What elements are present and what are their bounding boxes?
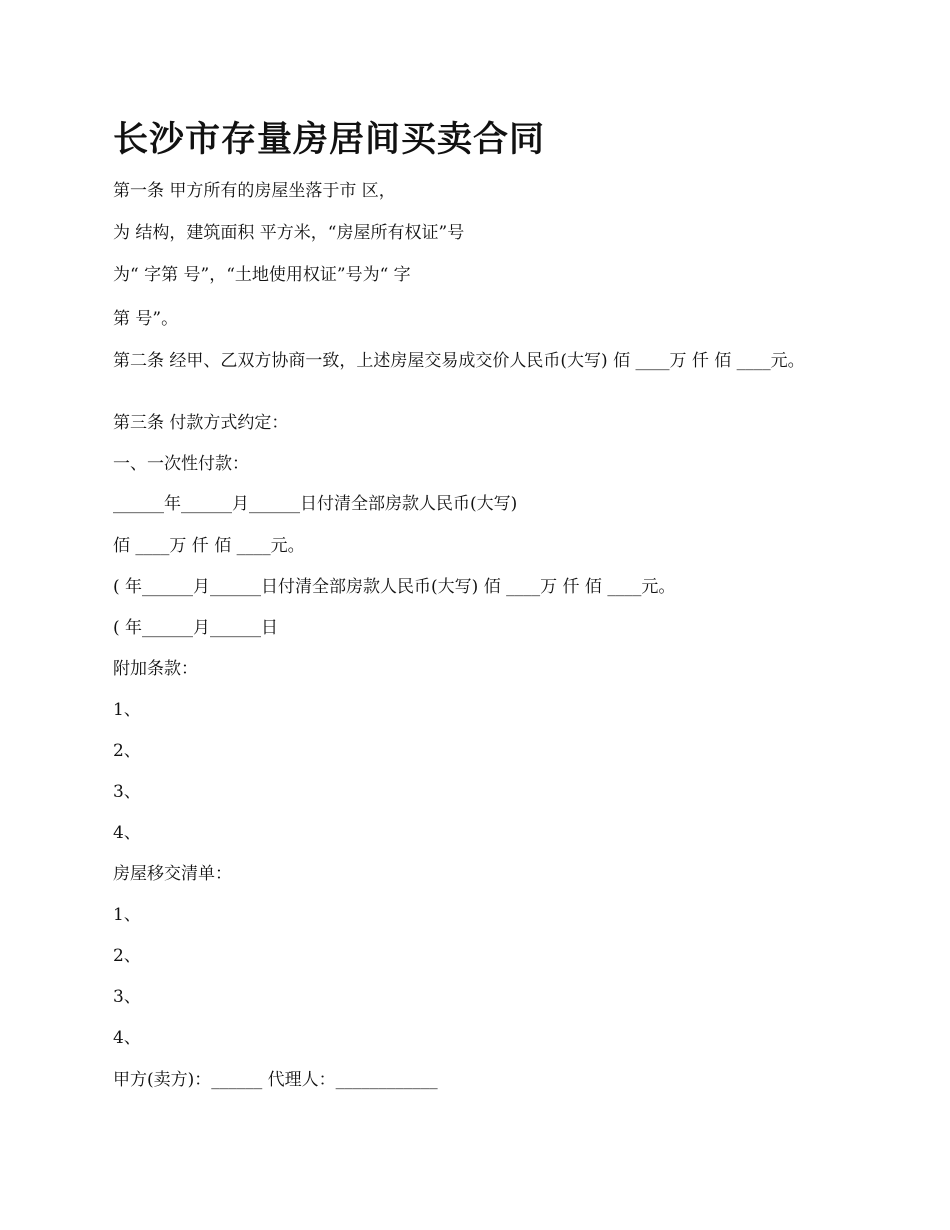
seller-signature-line: 甲方(卖方)：______ 代理人：____________ xyxy=(113,1070,438,1090)
payment-amount-line: 佰 ____万 仟 佰 ____元。 xyxy=(113,536,305,556)
additional-term-1: 1、 xyxy=(113,700,141,720)
handover-item-3: 3、 xyxy=(113,987,141,1007)
additional-term-2: 2、 xyxy=(113,741,141,761)
clause-1-end: 第 号”。 xyxy=(113,309,179,329)
additional-terms-heading: 附加条款： xyxy=(113,659,198,679)
payment-lump-sum-heading: 一、一次性付款： xyxy=(113,454,249,474)
clause-1-structure: 为 结构，建筑面积 平方米，“房屋所有权证”号 xyxy=(113,223,465,243)
payment-option-line: ( 年______月______日付清全部房款人民币(大写) 佰 ____万 仟 佰 ____元。 xyxy=(113,577,676,597)
clause-1-certificate: 为“ 字第 号”，“土地使用权证”号为“ 字 xyxy=(113,265,411,285)
document-title: 长沙市存量房居间买卖合同 xyxy=(113,119,546,160)
handover-list-heading: 房屋移交清单： xyxy=(113,864,232,884)
additional-term-3: 3、 xyxy=(113,782,141,802)
additional-term-4: 4、 xyxy=(113,823,141,843)
payment-date-line: ______年______月______日付清全部房款人民币(大写) xyxy=(113,494,518,514)
payment-date-option-line: ( 年______月______日 xyxy=(113,618,279,638)
handover-item-4: 4、 xyxy=(113,1028,141,1048)
clause-3-heading: 第三条 付款方式约定： xyxy=(113,413,289,433)
clause-2-price: 第二条 经甲、乙双方协商一致，上述房屋交易成交价人民币(大写) 佰 ____万 仟 佰 ____元。 xyxy=(113,351,805,371)
handover-item-2: 2、 xyxy=(113,946,141,966)
handover-item-1: 1、 xyxy=(113,905,141,925)
clause-1-location: 第一条 甲方所有的房屋坐落于市 区， xyxy=(113,181,396,201)
